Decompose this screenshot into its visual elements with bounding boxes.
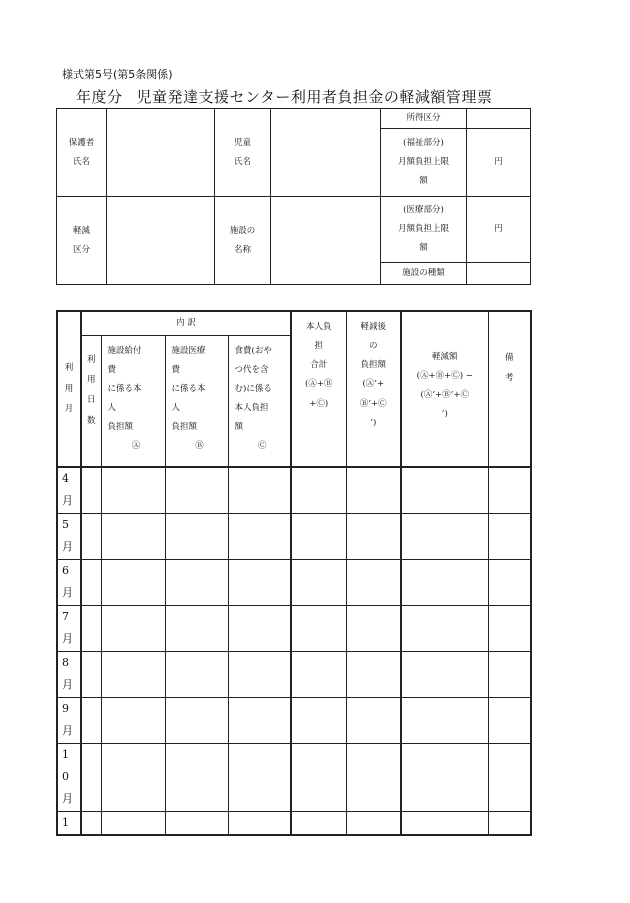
facility-medical-cell[interactable] [165, 559, 228, 605]
facility-name-label [215, 197, 271, 285]
facility-benefit-cell[interactable] [101, 559, 165, 605]
notes-cell[interactable] [488, 811, 531, 835]
yen-unit: 円 [494, 224, 503, 235]
after-reduction-cell[interactable] [346, 697, 401, 743]
facility-medical-cell[interactable] [165, 743, 228, 811]
meal-cost-line: 額 [234, 422, 244, 432]
month-row [57, 811, 531, 835]
notes-char: 備 [505, 353, 514, 363]
reduction-amount-cell[interactable] [401, 559, 488, 605]
reduction-amount-lines [402, 348, 488, 425]
meal-cost-line: つ代を含 [234, 364, 269, 375]
meal-cost-cell[interactable] [228, 651, 291, 697]
medical-label-line: 額 [419, 242, 428, 253]
reduction-amount-line: (Ⓐ+Ⓑ+Ⓒ) − [416, 371, 473, 382]
usage-days-cell[interactable] [81, 697, 101, 743]
after-reduction-cell[interactable] [346, 651, 401, 697]
meal-cost-cell[interactable] [228, 811, 291, 835]
self-total-cell[interactable] [291, 811, 346, 835]
medical-label-line: 月額負担上限 [397, 224, 449, 235]
facility-medical-line: Ⓑ [195, 441, 204, 452]
facility-medical-line: に係る本 [171, 383, 206, 394]
self-total-line: 担 [314, 341, 324, 352]
notes-header [488, 311, 531, 467]
month-row [57, 743, 531, 811]
meal-cost-cell[interactable] [228, 743, 291, 811]
reduction-amount-cell[interactable] [401, 513, 488, 559]
guardian-name-field[interactable] [107, 109, 215, 197]
facility-benefit-cell[interactable] [101, 811, 165, 835]
month-char: 1 [62, 747, 69, 761]
self-total-header [291, 311, 346, 467]
welfare-limit-field[interactable] [467, 129, 531, 197]
month-char: 8 [62, 655, 69, 669]
facility-medical-line: 費 [171, 364, 181, 375]
document-title [76, 86, 492, 107]
reduction-amount-cell[interactable] [401, 743, 488, 811]
guardian-label-line: 氏名 [72, 156, 90, 167]
facility-benefit-cell[interactable] [101, 467, 165, 513]
facility-benefit-lines [108, 342, 165, 457]
after-reduction-line: 負担額 [360, 360, 387, 371]
month-row [57, 697, 531, 743]
welfare-label-line: 額 [419, 175, 428, 186]
reduction-amount-cell[interactable] [401, 697, 488, 743]
meal-cost-cell[interactable] [228, 605, 291, 651]
month-char: 0 [62, 769, 69, 783]
facility-benefit-line: 費 [107, 364, 117, 375]
reduction-amount-cell[interactable] [401, 467, 488, 513]
form-number-label: 様式第5号(第5条関係) [62, 68, 173, 81]
notes-chars [489, 348, 531, 389]
welfare-label-line: 月額負担上限 [397, 157, 449, 168]
facility-medical-cell[interactable] [165, 651, 228, 697]
reduction-amount-cell[interactable] [401, 651, 488, 697]
notes-char: 考 [505, 373, 514, 384]
child-label-line: 氏名 [233, 156, 251, 167]
facility-medical-header [165, 335, 228, 467]
usage-days-cell[interactable] [81, 605, 101, 651]
facility-benefit-line: Ⓐ [131, 441, 141, 452]
reduction-amount-cell[interactable] [401, 811, 488, 835]
notes-cell[interactable] [488, 743, 531, 811]
monthly-reduction-table [56, 310, 532, 836]
month-row [57, 513, 531, 559]
usage-days-cell[interactable] [81, 559, 101, 605]
month-label [57, 605, 81, 651]
month-label [57, 467, 81, 513]
self-total-line: 本人負 [306, 322, 332, 332]
usage-month-chars [58, 358, 80, 419]
notes-cell[interactable] [488, 605, 531, 651]
facility-benefit-line: 負担額 [107, 422, 134, 432]
month-char: 月 [62, 677, 73, 691]
breakdown-header: 内 訳 [81, 311, 291, 335]
self-total-line: +Ⓒ) [309, 398, 329, 409]
self-total-cell[interactable] [291, 743, 346, 811]
usage-days-cell[interactable] [81, 811, 101, 835]
medical-limit-field[interactable] [467, 197, 531, 263]
yen-unit: 円 [494, 157, 503, 168]
self-total-line: (Ⓐ+Ⓑ [305, 379, 333, 390]
month-char: 月 [62, 631, 73, 645]
usage-days-cell[interactable] [81, 513, 101, 559]
month-label [57, 697, 81, 743]
after-reduction-line: (Ⓐ’+ [362, 379, 385, 390]
child-name-field[interactable] [271, 109, 381, 197]
month-label [57, 559, 81, 605]
meal-cost-line: 食費(おや [234, 345, 272, 356]
after-reduction-line: ’) [370, 417, 377, 428]
month-char: 月 [62, 494, 73, 507]
facility-benefit-header [101, 335, 165, 467]
title-year-prefix: 年度分 [76, 88, 123, 106]
self-total-line: 合計 [310, 360, 328, 371]
month-row [57, 559, 531, 605]
usage-days-cell[interactable] [81, 467, 101, 513]
facility-benefit-cell[interactable] [101, 743, 165, 811]
after-reduction-cell[interactable] [346, 467, 401, 513]
self-total-cell[interactable] [291, 513, 346, 559]
facility-benefit-cell[interactable] [101, 651, 165, 697]
reduction-category-label [57, 197, 107, 285]
month-char: 5 [62, 517, 69, 531]
month-row [57, 467, 531, 513]
welfare-limit-label [381, 129, 467, 197]
month-char: 9 [62, 701, 69, 715]
usage-days-header [81, 335, 101, 467]
meal-cost-line: Ⓒ [258, 441, 267, 452]
facility-medical-line: 負担額 [171, 422, 198, 432]
meal-cost-cell[interactable] [228, 559, 291, 605]
medical-limit-label [381, 197, 467, 263]
month-char: 月 [62, 791, 73, 805]
self-total-cell[interactable] [291, 605, 346, 651]
month-char: 4 [62, 472, 69, 485]
usage-days-char: 数 [86, 415, 96, 426]
after-reduction-line: の [369, 341, 378, 352]
reduction-category-field[interactable] [107, 197, 215, 285]
facility-medical-line: 人 [171, 402, 181, 413]
month-char: 月 [62, 539, 73, 553]
after-reduction-lines [347, 318, 401, 433]
facility-benefit-line: 人 [107, 402, 117, 413]
usage-days-cell[interactable] [81, 651, 101, 697]
usage-month-header [57, 311, 81, 467]
self-total-cell[interactable] [291, 467, 346, 513]
month-row [57, 651, 531, 697]
guardian-name-label [57, 109, 107, 197]
applicant-info-table [56, 108, 531, 285]
reduction-amount-cell[interactable] [401, 605, 488, 651]
after-reduction-header [346, 311, 401, 467]
facility-type-label: 施設の種類 [381, 263, 467, 285]
meal-cost-lines [235, 342, 291, 457]
reduction-amount-header [401, 311, 488, 467]
month-char: 月 [62, 723, 73, 737]
notes-cell[interactable] [488, 467, 531, 513]
facility-benefit-line: 施設給付 [107, 345, 142, 356]
notes-cell[interactable] [488, 559, 531, 605]
self-total-cell[interactable] [291, 559, 346, 605]
meal-cost-cell[interactable] [228, 467, 291, 513]
after-reduction-line: Ⓑ’+Ⓒ [359, 398, 387, 409]
usage-days-char: 日 [86, 395, 96, 406]
facility-medical-cell[interactable] [165, 605, 228, 651]
child-label-line: 児童 [233, 137, 251, 148]
usage-month-char: 用 [64, 383, 74, 394]
facility-benefit-cell[interactable] [101, 697, 165, 743]
month-char: 1 [62, 815, 69, 829]
facility-medical-cell[interactable] [165, 811, 228, 835]
facility-benefit-line: に係る本 [107, 383, 142, 394]
reduction-amount-line: (Ⓐ’+Ⓑ’+Ⓒ [420, 390, 469, 401]
facility-medical-cell[interactable] [165, 513, 228, 559]
notes-cell[interactable] [488, 697, 531, 743]
facility-medical-line: 施設医療 [171, 345, 206, 356]
month-rows [57, 467, 531, 835]
self-total-lines [292, 318, 346, 414]
usage-days-chars [82, 350, 101, 432]
month-label [57, 513, 81, 559]
after-reduction-cell[interactable] [346, 811, 401, 835]
facility-benefit-cell[interactable] [101, 605, 165, 651]
meal-cost-cell[interactable] [228, 697, 291, 743]
title-text: 児童発達支援センター利用者負担金の軽減額管理票 [136, 88, 493, 106]
after-reduction-cell[interactable] [346, 605, 401, 651]
facility-type-field[interactable] [467, 263, 531, 285]
meal-cost-line: む)に係る [234, 383, 272, 394]
month-row [57, 605, 531, 651]
facility-medical-lines [172, 342, 228, 457]
income-category-field[interactable] [467, 109, 531, 129]
facility-benefit-cell[interactable] [101, 513, 165, 559]
month-label [57, 743, 81, 811]
month-label [57, 811, 81, 835]
notes-cell[interactable] [488, 513, 531, 559]
usage-month-char: 利 [64, 363, 74, 374]
usage-month-char: 月 [64, 404, 74, 415]
reduction-label-line: 区分 [72, 244, 90, 255]
facility-label-line: 施設の [229, 225, 256, 236]
meal-cost-header [228, 335, 291, 467]
self-total-cell[interactable] [291, 651, 346, 697]
facility-medical-cell[interactable] [165, 697, 228, 743]
reduction-label-line: 軽減 [72, 225, 90, 236]
usage-days-char: 用 [86, 374, 96, 385]
month-char: 月 [62, 585, 73, 599]
meal-cost-cell[interactable] [228, 513, 291, 559]
after-reduction-cell[interactable] [346, 743, 401, 811]
after-reduction-cell[interactable] [346, 513, 401, 559]
after-reduction-line: 軽減後 [360, 322, 387, 332]
month-char: 7 [62, 609, 69, 623]
month-char: 6 [62, 563, 69, 577]
reduction-amount-line: ’) [441, 409, 448, 420]
meal-cost-line: 本人負担 [234, 402, 269, 413]
income-category-label: 所得区分 [381, 109, 467, 129]
medical-label-line: (医療部分) [403, 205, 444, 216]
notes-cell[interactable] [488, 651, 531, 697]
self-total-cell[interactable] [291, 697, 346, 743]
guardian-label-line: 保護者 [68, 137, 95, 148]
facility-label-line: 名称 [233, 244, 251, 255]
child-name-label [215, 109, 271, 197]
reduction-amount-line: 軽減額 [432, 352, 458, 362]
facility-name-field[interactable] [271, 197, 381, 285]
usage-days-char: 利 [86, 354, 96, 365]
month-label [57, 651, 81, 697]
facility-medical-cell[interactable] [165, 467, 228, 513]
after-reduction-cell[interactable] [346, 559, 401, 605]
welfare-label-line: (福祉部分) [403, 138, 444, 149]
usage-days-cell[interactable] [81, 743, 101, 811]
